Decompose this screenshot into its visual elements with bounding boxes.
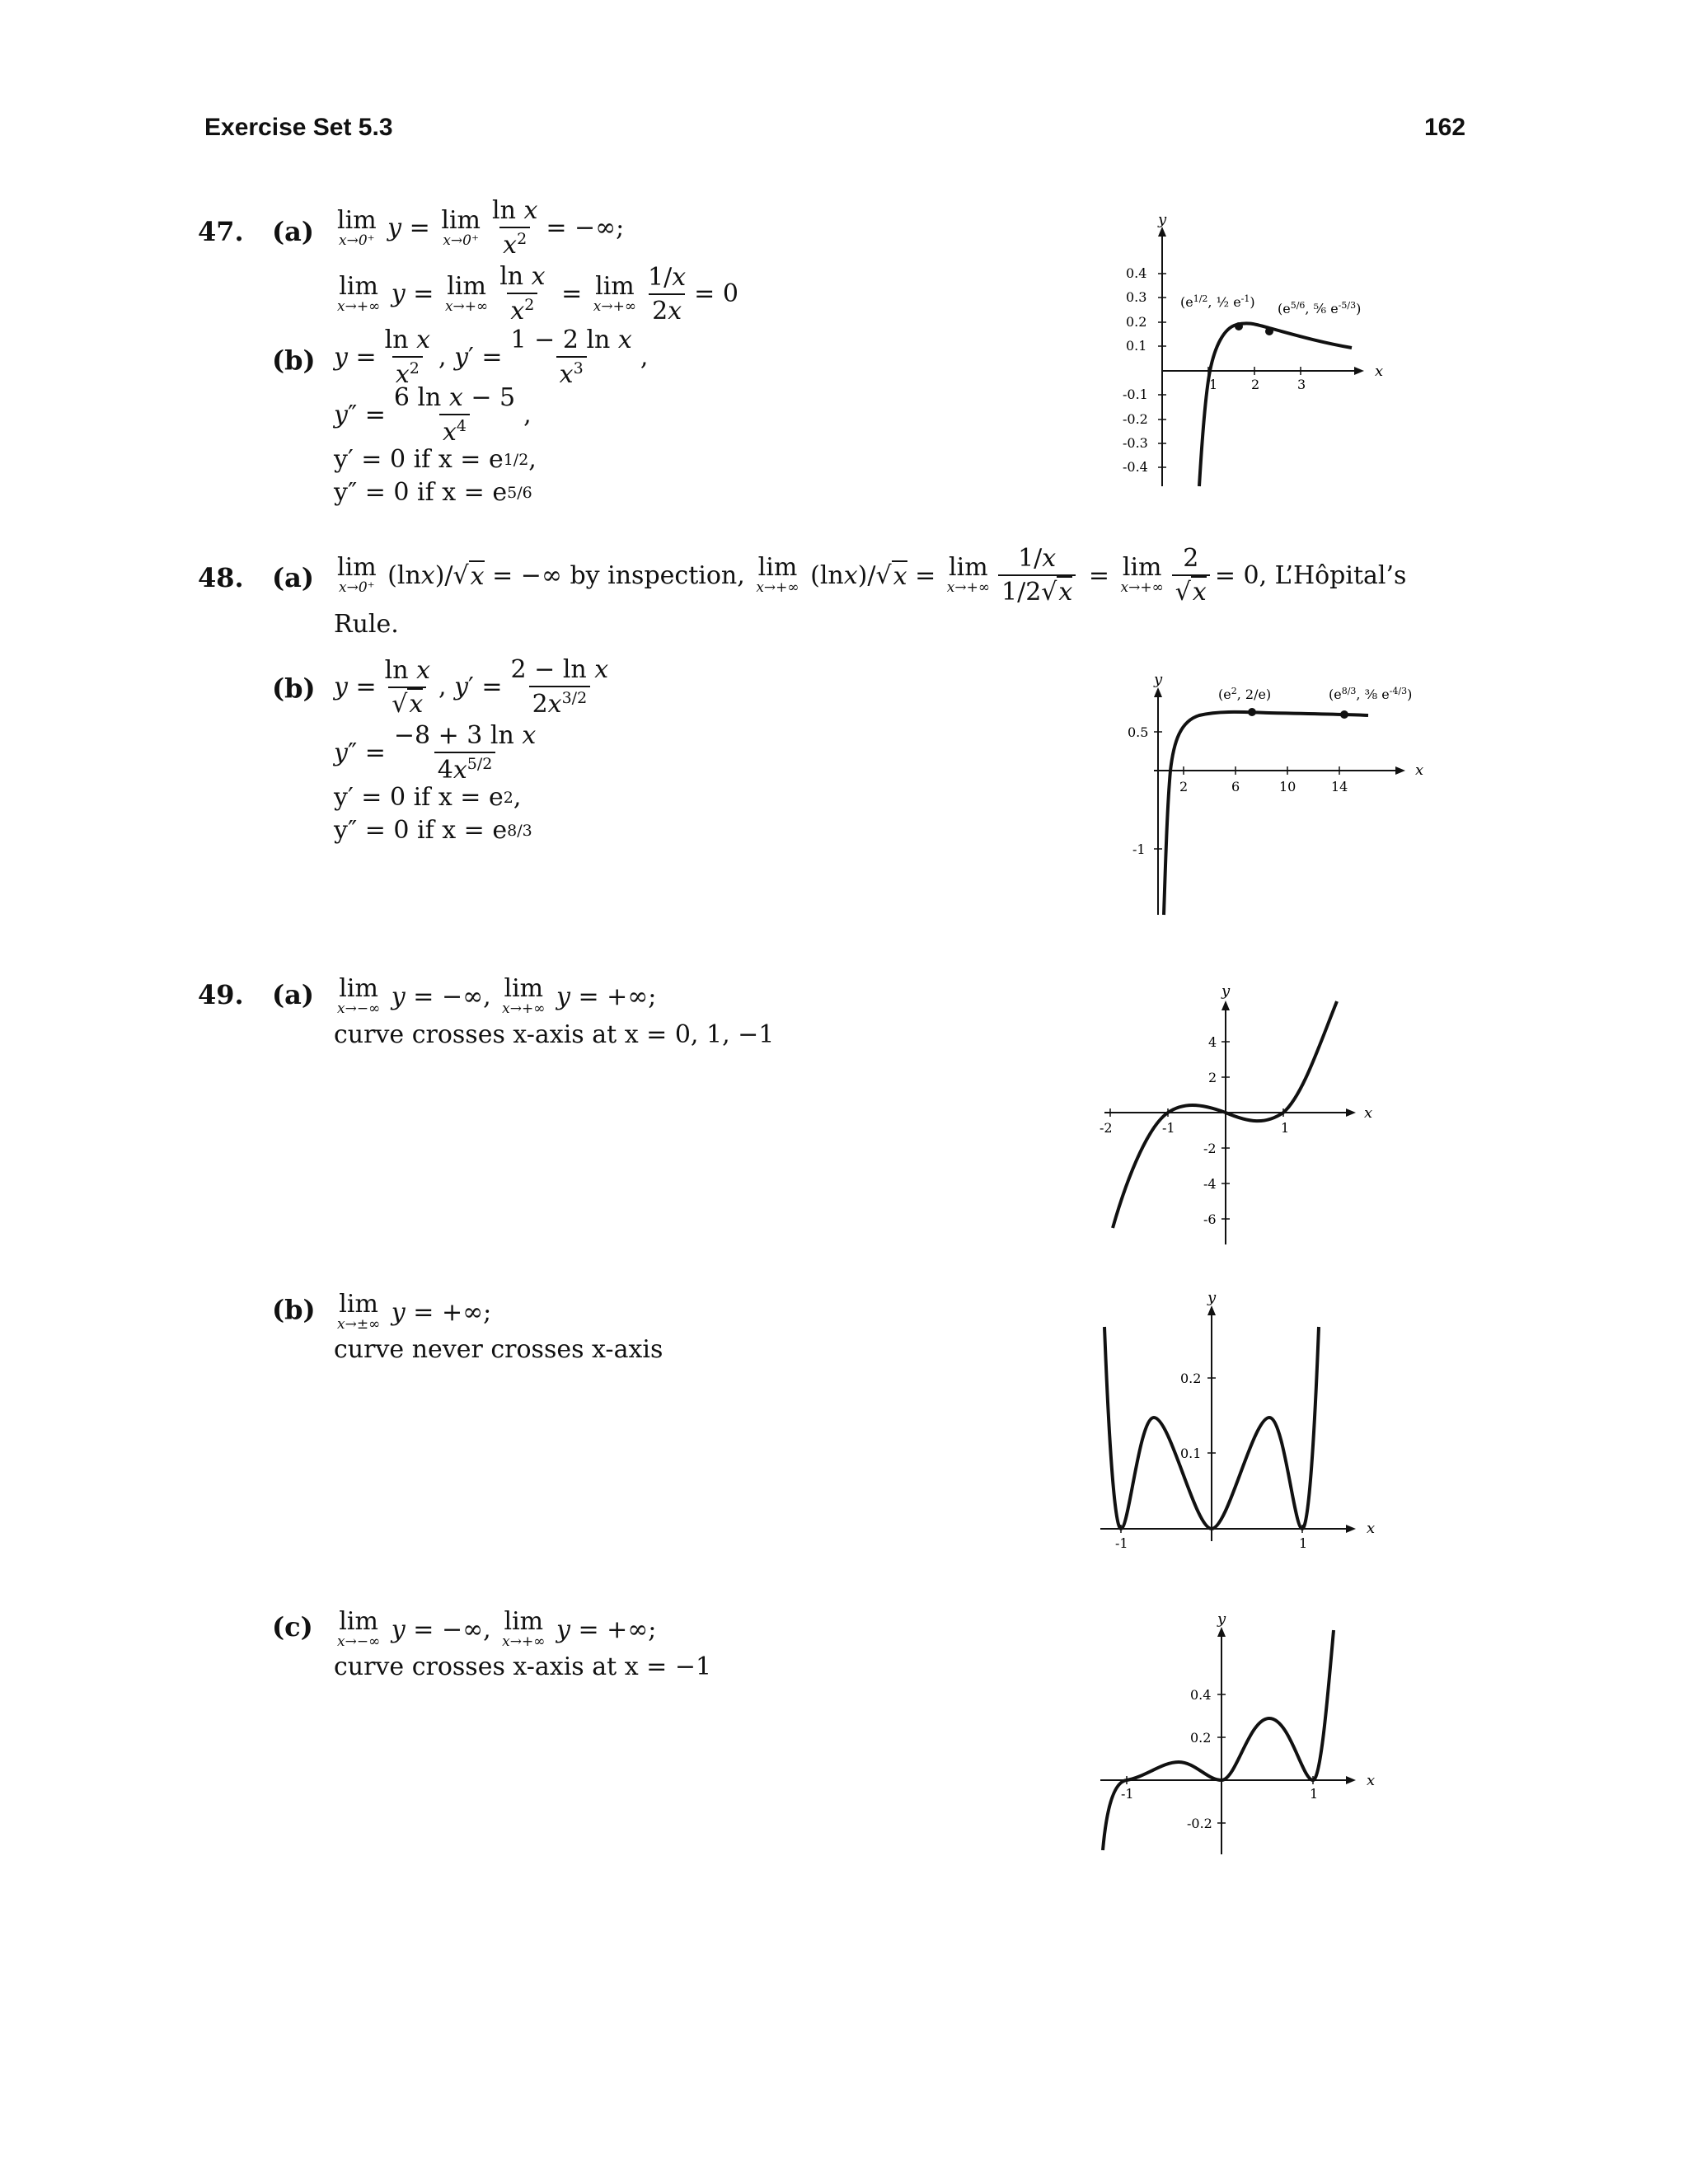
p48b-ydouble-exp: 8/3: [507, 821, 532, 840]
p49b-text: curve never crosses x-axis: [334, 1335, 663, 1364]
p48b-line1: y = $\frac{\text{ln x}}{√x}$ , y ′ = $\frac{\text{2 − ln x}}{2x^{3/2}}$: [334, 655, 609, 719]
svg-text:-1: -1: [1115, 1535, 1128, 1551]
p47a-line2: lim x→+∞ y = lim x→+∞ $\frac{\text{ln x}}{x^2}$ = lim x→+∞ $\frac{1/x}{2x}$ = 0: [337, 262, 738, 326]
p47a-result1: = −∞;: [546, 213, 625, 242]
problem-48-number: 48.: [198, 562, 244, 593]
p49c-line1: lim x→−∞ y = −∞, lim x→+∞ y = +∞;: [337, 1607, 657, 1650]
graph-47-label-inflection: ($e^{5/6}$, ⅚ $e^{-5/3}$): [1278, 300, 1362, 316]
graph-48-point-max: [1248, 708, 1256, 716]
p48a-text2: = 0, L’Hôpital’s: [1214, 560, 1407, 590]
page-number: 162: [1424, 114, 1466, 141]
p48a-line1: lim x→0⁺ (ln x )/√ x = −∞ by inspection, lim x→+∞ (ln x )/√ x = lim x→+∞ $\frac{1/x}{1/2√x}$ = lim x→+∞ $\frac{2}{√x}$ = 0, L’Hôpital’s: [337, 544, 1407, 607]
svg-text:-4: -4: [1203, 1176, 1217, 1192]
graph-48-point-inflection: [1340, 710, 1348, 719]
graph-48: [1121, 676, 1434, 923]
p49a-text: curve crosses x-axis at x = 0, 1, −1: [334, 1020, 775, 1049]
svg-text:-1: -1: [1132, 841, 1146, 857]
problem-47b-label: (b): [272, 344, 316, 376]
svg-text:-1: -1: [1121, 1786, 1134, 1802]
problem-49b-label: (b): [272, 1294, 316, 1325]
svg-text:-0.2: -0.2: [1123, 411, 1148, 427]
svg-text:0.2: 0.2: [1180, 1371, 1202, 1386]
problem-48a-label: (a): [272, 562, 315, 593]
graph-47-ylabel: y: [1158, 214, 1167, 228]
p48a-rule: Rule.: [334, 610, 399, 639]
svg-text:1: 1: [1281, 1120, 1290, 1136]
graph-49c: [1088, 1607, 1385, 1863]
p47b-yprime-exp: 1/2: [503, 450, 529, 469]
svg-text:-2: -2: [1100, 1120, 1113, 1136]
graph-48-curve: [1164, 712, 1368, 915]
graph-49b: [1088, 1286, 1385, 1566]
graph-49a-xlabel: x: [1364, 1104, 1373, 1122]
svg-text:-1: -1: [1162, 1120, 1175, 1136]
problem-47a-label: (a): [272, 216, 315, 247]
svg-text:0.4: 0.4: [1126, 265, 1147, 281]
graph-49c-curve: [1103, 1630, 1334, 1850]
svg-text:0.3: 0.3: [1126, 289, 1147, 305]
svg-text:14: 14: [1331, 779, 1348, 794]
svg-text:10: 10: [1279, 779, 1296, 794]
svg-text:0.2: 0.2: [1190, 1730, 1212, 1746]
graph-49a-ylabel: y: [1221, 982, 1231, 1000]
section-title: Exercise Set 5.3: [204, 114, 393, 141]
graph-47-label-max: ($e^{1/2}$, ½ $e^{-1}$): [1180, 293, 1255, 310]
graph-48-ylabel: y: [1154, 676, 1163, 688]
p47b-line4: [334, 478, 532, 507]
graph-47-point-inflection: [1265, 327, 1273, 335]
svg-text:6: 6: [1231, 779, 1240, 794]
p47b-yprime: y′ = 0 if x = e: [334, 445, 504, 474]
svg-text:-2: -2: [1203, 1141, 1217, 1156]
graph-48-xlabel: x: [1415, 762, 1424, 779]
problem-47-number: 47.: [198, 216, 244, 247]
svg-text:0.5: 0.5: [1128, 724, 1149, 740]
svg-text:1: 1: [1299, 1535, 1308, 1551]
p47b-line1: y = $\frac{\text{ln x}}{x^2}$ , y ′ = $\frac{\text{1 − 2 ln x}}{x^3}$ ,: [334, 326, 649, 389]
graph-49c-ylabel: y: [1217, 1610, 1226, 1628]
problem-48b-label: (b): [272, 673, 316, 704]
p48a-text1: by inspection,: [570, 560, 745, 590]
graph-49b-xlabel: x: [1367, 1520, 1376, 1537]
graph-47-curve: [1199, 323, 1352, 486]
graph-49c-xlabel: x: [1367, 1772, 1376, 1789]
graph-49b-ylabel: y: [1207, 1289, 1217, 1306]
graph-49b-yticks: [1180, 1371, 1216, 1461]
p47b-line3: y′ = 0 if x = e 1/2 ,: [334, 445, 537, 474]
p47b-line2: y ″ = $\frac{\text{6 ln x − 5}}{x^4}$ ,: [334, 383, 532, 447]
graph-49a: [1088, 981, 1385, 1253]
svg-text:0.1: 0.1: [1180, 1446, 1202, 1461]
graph-49c-yticks: [1187, 1687, 1226, 1831]
p48b-ydouble: y″ = 0 if x = e: [334, 816, 508, 845]
p49b-line1: lim x→±∞ y = +∞;: [337, 1290, 492, 1333]
p49c-text: curve crosses x-axis at x = −1: [334, 1652, 712, 1681]
svg-text:-0.3: -0.3: [1123, 435, 1148, 451]
p49a-line1: lim x→−∞ y = −∞, lim x→+∞ y = +∞;: [337, 974, 657, 1017]
svg-text:1: 1: [1310, 1786, 1319, 1802]
problem-49a-label: (a): [272, 979, 315, 1010]
svg-text:-6: -6: [1203, 1212, 1217, 1227]
p47b-ydouble-exp: 5/6: [507, 483, 532, 502]
graph-47-xlabel: x: [1375, 363, 1384, 380]
svg-text:-0.4: -0.4: [1123, 459, 1148, 475]
p48b-line3: y′ = 0 if x = e 2 ,: [334, 783, 522, 812]
problem-49c-label: (c): [272, 1611, 313, 1643]
p48b-line4: [334, 816, 532, 845]
graph-47-point-max: [1235, 322, 1243, 330]
svg-text:-0.1: -0.1: [1123, 387, 1148, 402]
p48b-yprime-exp: 2: [503, 788, 513, 807]
svg-text:0.2: 0.2: [1126, 314, 1147, 330]
p47b-ydouble: y″ = 0 if x = e: [334, 478, 508, 507]
svg-text:0.1: 0.1: [1126, 338, 1147, 354]
graph-47-yticks: [1123, 265, 1166, 475]
svg-text:1: 1: [1209, 377, 1218, 392]
problem-49-number: 49.: [198, 979, 244, 1010]
svg-text:4: 4: [1208, 1034, 1217, 1050]
svg-text:-0.2: -0.2: [1187, 1816, 1212, 1831]
graph-48-label-max: ($e^2$, 2/e): [1218, 686, 1272, 702]
p47a-result2: = 0: [694, 279, 738, 308]
svg-text:2: 2: [1251, 377, 1260, 392]
graph-47: [1113, 214, 1393, 494]
p48b-yprime: y′ = 0 if x = e: [334, 783, 504, 812]
p47a-line1: lim x→0⁺ y = lim x→0⁺ $\frac{\text{ln x}}{x^2}$ = −∞;: [337, 196, 625, 260]
p48b-line2: y ″ = $\frac{\text{−8 + 3 ln x}}{4x^{5/2}}$: [334, 721, 537, 785]
graph-48-yticks: [1128, 724, 1162, 857]
svg-text:2: 2: [1208, 1070, 1217, 1085]
svg-text:2: 2: [1179, 779, 1189, 794]
svg-text:3: 3: [1297, 377, 1306, 392]
graph-48-label-inflection: ($e^{8/3}$, ⅜ $e^{-4/3}$): [1329, 686, 1413, 702]
svg-text:0.4: 0.4: [1190, 1687, 1212, 1703]
